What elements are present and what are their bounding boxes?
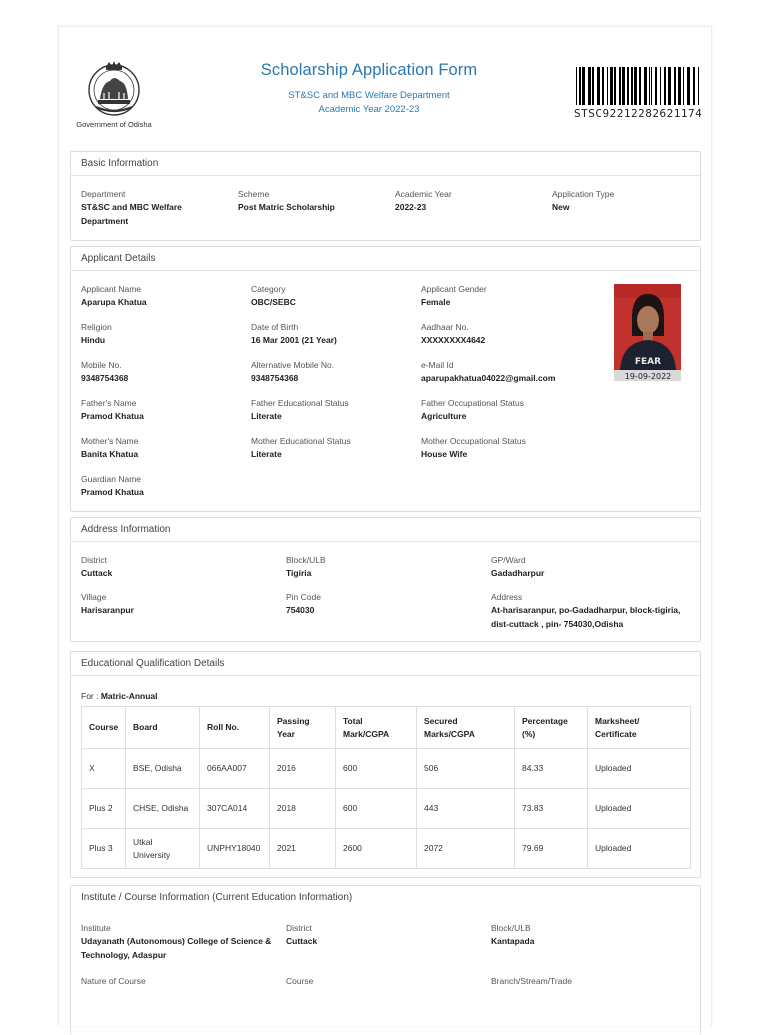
application-type-field bbox=[552, 188, 692, 214]
institute-field bbox=[81, 922, 286, 962]
section-title: Basic Information bbox=[71, 152, 700, 176]
field-label: GP/Ward bbox=[491, 555, 526, 565]
application-barcode bbox=[574, 67, 708, 120]
field-value: Pramod Khatua bbox=[81, 487, 144, 497]
address-field bbox=[491, 591, 696, 631]
field-value: Aparupa Khatua bbox=[81, 297, 147, 307]
father-occupation-field bbox=[421, 397, 524, 423]
field-value: Agriculture bbox=[421, 411, 467, 421]
field-value: XXXXXXXX4642 bbox=[421, 335, 486, 345]
field-value: OBC/SEBC bbox=[251, 297, 296, 307]
field-value: 2022-23 bbox=[395, 202, 427, 212]
field-label: District bbox=[81, 555, 107, 565]
field-value: Banita Khatua bbox=[81, 449, 139, 459]
date-of-birth-field bbox=[251, 321, 337, 347]
field-value: Hindu bbox=[81, 335, 106, 345]
column-header: Board bbox=[126, 707, 200, 749]
field-label: Branch/Stream/Trade bbox=[491, 976, 572, 986]
section-title: Institute / Course Information (Current Education Information) bbox=[81, 892, 353, 903]
branch-stream-field bbox=[491, 975, 572, 987]
field-label: District bbox=[286, 923, 312, 933]
field-value: ST&SC and MBC Welfare Department bbox=[81, 202, 182, 226]
field-label: Pin Code bbox=[286, 592, 321, 602]
odisha-emblem-icon bbox=[84, 59, 144, 117]
field-label: Date of Birth bbox=[251, 322, 299, 332]
field-label: Block/ULB bbox=[491, 923, 531, 933]
table-cell: 600 bbox=[336, 789, 417, 829]
institute-block-field bbox=[491, 922, 534, 948]
field-value: Harisaranpur bbox=[81, 605, 134, 615]
field-label: Mother Occupational Status bbox=[421, 436, 526, 446]
field-label: Alternative Mobile No. bbox=[251, 360, 335, 370]
basic-information-section bbox=[70, 151, 701, 241]
field-value: aparupakhatua04022@gmail.com bbox=[421, 373, 556, 383]
institute-district-field bbox=[286, 922, 317, 948]
village-field bbox=[81, 591, 134, 617]
field-label: Address bbox=[491, 592, 523, 602]
field-label: Mobile No. bbox=[81, 360, 122, 370]
table-cell: 2021 bbox=[270, 829, 336, 869]
section-title: Applicant Details bbox=[71, 247, 700, 271]
field-value: Gadadharpur bbox=[491, 568, 545, 578]
table-row bbox=[82, 749, 691, 789]
qualification-for-line bbox=[81, 691, 158, 701]
table-row bbox=[82, 789, 691, 829]
guardian-name-field bbox=[81, 473, 144, 499]
field-value: New bbox=[552, 202, 570, 212]
applicant-photo bbox=[614, 284, 681, 381]
field-label: Block/ULB bbox=[286, 555, 326, 565]
application-id: STSC92212282621174 bbox=[574, 107, 703, 120]
category-field bbox=[251, 283, 296, 309]
field-label: Aadhaar No. bbox=[421, 322, 469, 332]
scheme-field bbox=[238, 188, 388, 214]
field-label: Applicant Gender bbox=[421, 284, 487, 294]
column-header: Secured Marks/CGPA bbox=[417, 707, 515, 749]
table-header-row bbox=[82, 707, 691, 749]
for-label: For : bbox=[81, 691, 101, 701]
application-form-page bbox=[58, 26, 712, 1026]
gp-ward-field bbox=[491, 554, 544, 580]
field-value: Kantapada bbox=[491, 936, 535, 946]
field-value: Tigiria bbox=[286, 568, 312, 578]
column-header: Marksheet/ Certificate bbox=[588, 707, 691, 749]
field-value: Udayanath (Autonomous) College of Science & Technology, Adaspur bbox=[81, 936, 272, 960]
field-value: Literate bbox=[251, 411, 282, 421]
address-information-section bbox=[70, 517, 701, 642]
table-cell: Plus 3 bbox=[82, 829, 126, 869]
religion-field bbox=[81, 321, 112, 347]
course-field bbox=[286, 975, 313, 987]
table-cell: 307CA014 bbox=[200, 789, 270, 829]
table-cell: UNPHY18040 bbox=[200, 829, 270, 869]
table-cell: Uploaded bbox=[588, 829, 691, 869]
emblem-caption: Government of Odisha bbox=[76, 120, 152, 129]
section-title: Address Information bbox=[71, 518, 700, 542]
mother-name-field bbox=[81, 435, 138, 461]
photo-shirt-text: FEAR bbox=[634, 357, 662, 367]
column-header: Percentage (%) bbox=[515, 707, 588, 749]
father-education-field bbox=[251, 397, 349, 423]
field-label: e-Mail Id bbox=[421, 360, 454, 370]
barcode-icon bbox=[576, 67, 704, 105]
field-value: 16 Mar 2001 (21 Year) bbox=[251, 335, 337, 345]
table-cell: Uploaded bbox=[588, 789, 691, 829]
column-header: Total Mark/CGPA bbox=[336, 707, 417, 749]
table-cell: X bbox=[82, 749, 126, 789]
field-value: House Wife bbox=[421, 449, 468, 459]
table-cell: BSE, Odisha bbox=[126, 749, 200, 789]
field-label: Course bbox=[286, 976, 314, 986]
field-value: Female bbox=[421, 297, 451, 307]
field-label: Guardian Name bbox=[81, 474, 142, 484]
column-header: Passing Year bbox=[270, 707, 336, 749]
field-value: Literate bbox=[251, 449, 282, 459]
education-table bbox=[81, 706, 691, 869]
table-cell: 2016 bbox=[270, 749, 336, 789]
section-title: Educational Qualification Details bbox=[71, 652, 700, 676]
field-label: Nature of Course bbox=[81, 976, 146, 986]
field-label: Institute bbox=[81, 923, 111, 933]
table-cell: Plus 2 bbox=[82, 789, 126, 829]
field-label: Academic Year bbox=[395, 189, 452, 199]
table-cell: 443 bbox=[417, 789, 515, 829]
alternative-mobile-field bbox=[251, 359, 334, 385]
form-title: Scholarship Application Form bbox=[260, 61, 478, 79]
field-label: Department bbox=[81, 189, 126, 199]
table-cell: 600 bbox=[336, 749, 417, 789]
aadhaar-field bbox=[421, 321, 485, 347]
table-cell: 84.33 bbox=[515, 749, 588, 789]
educational-qualification-section bbox=[70, 651, 701, 878]
table-row bbox=[82, 829, 691, 869]
field-label: Applicant Name bbox=[81, 284, 142, 294]
table-cell: 506 bbox=[417, 749, 515, 789]
nature-of-course-field bbox=[81, 975, 146, 987]
institute-course-section bbox=[70, 885, 701, 1035]
field-value: 9348754368 bbox=[81, 373, 129, 383]
field-value: Cuttack bbox=[286, 936, 318, 946]
field-value: 9348754368 bbox=[251, 373, 299, 383]
table-cell: 73.83 bbox=[515, 789, 588, 829]
government-emblem bbox=[71, 59, 157, 129]
pin-code-field bbox=[286, 591, 321, 617]
table-cell: 066AA007 bbox=[200, 749, 270, 789]
table-cell: 2072 bbox=[417, 829, 515, 869]
department-subtitle: ST&SC and MBC Welfare Department bbox=[288, 90, 450, 101]
column-header: Course bbox=[82, 707, 126, 749]
block-field bbox=[286, 554, 326, 580]
mother-education-field bbox=[251, 435, 351, 461]
academic-year-field bbox=[395, 188, 535, 214]
email-field bbox=[421, 359, 555, 385]
department-field bbox=[81, 188, 221, 228]
field-label: Application Type bbox=[552, 189, 615, 199]
field-value: Post Matric Scholarship bbox=[238, 202, 335, 212]
applicant-name-field bbox=[81, 283, 147, 309]
table-cell: 2600 bbox=[336, 829, 417, 869]
for-value: Matric-Annual bbox=[100, 691, 158, 701]
mobile-field bbox=[81, 359, 128, 385]
field-label: Father Occupational Status bbox=[421, 398, 525, 408]
column-header: Roll No. bbox=[200, 707, 270, 749]
form-header bbox=[59, 27, 711, 145]
field-label: Village bbox=[81, 592, 107, 602]
field-label: Father Educational Status bbox=[251, 398, 349, 408]
field-value: Pramod Khatua bbox=[81, 411, 144, 421]
table-cell: Utkal University bbox=[126, 829, 200, 869]
field-label: Scheme bbox=[238, 189, 270, 199]
father-name-field bbox=[81, 397, 144, 423]
field-label: Religion bbox=[81, 322, 112, 332]
field-value: At-harisaranpur, po-Gadadharpur, block-tigiria, dist-cuttack , pin- 754030,Odisha bbox=[491, 605, 681, 629]
table-cell: 79.69 bbox=[515, 829, 588, 869]
photo-date-stamp: 19-09-2022 bbox=[624, 372, 672, 381]
table-cell: Uploaded bbox=[588, 749, 691, 789]
title-block bbox=[209, 61, 529, 117]
field-label: Mother's Name bbox=[81, 436, 139, 446]
table-cell: CHSE, Odisha bbox=[126, 789, 200, 829]
gender-field bbox=[421, 283, 487, 309]
table-cell: 2018 bbox=[270, 789, 336, 829]
field-label: Mother Educational Status bbox=[251, 436, 351, 446]
field-value: 754030 bbox=[286, 605, 315, 615]
academic-year-subtitle: Academic Year 2022-23 bbox=[318, 104, 420, 115]
applicant-details-section bbox=[70, 246, 701, 512]
field-value: Cuttack bbox=[81, 568, 113, 578]
district-field bbox=[81, 554, 112, 580]
mother-occupation-field bbox=[421, 435, 526, 461]
field-label: Father's Name bbox=[81, 398, 137, 408]
applicant-portrait-icon bbox=[614, 284, 681, 381]
field-label: Category bbox=[251, 284, 286, 294]
